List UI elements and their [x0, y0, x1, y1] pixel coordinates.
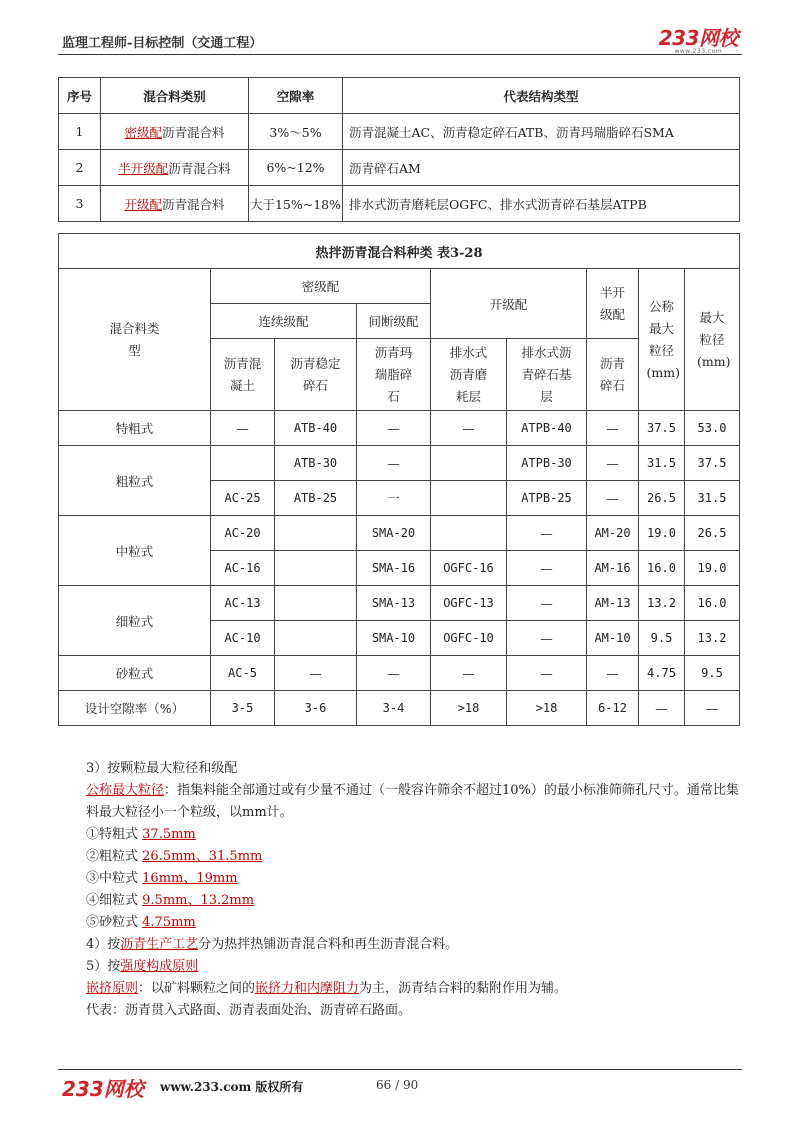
mix-type-name: 砂粒式 [59, 656, 211, 691]
table-cell: 31.5 [685, 481, 740, 516]
table-row [59, 691, 740, 726]
table-cell: — [275, 656, 357, 691]
structure-types: 排水式沥青磨耗层OGFC、排水式沥青碎石基层ATPB [343, 186, 740, 222]
gap-graded-header: 间断级配 [357, 304, 431, 339]
section-4 [86, 934, 458, 956]
category-keyword: 开级配 [124, 196, 162, 212]
table-cell: — [507, 656, 587, 691]
table-cell: ATPB-40 [507, 411, 587, 446]
size-label: ④细粒式 [86, 893, 139, 908]
table-cell: 19.0 [685, 551, 740, 586]
sub-header-cell [431, 339, 507, 411]
table-cell: 一 [357, 481, 431, 516]
hot-mix-asphalt-table [58, 233, 740, 726]
table-caption: 热拌沥青混合料种类 表3-28 [59, 234, 740, 269]
size-value: 26.5mm、31.5mm [142, 849, 263, 864]
table-cell: — [587, 481, 639, 516]
term-interlock: 嵌挤原则 [86, 981, 139, 996]
table-cell: ATPB-30 [507, 446, 587, 481]
mix-type-name: 特粗式 [59, 411, 211, 446]
table-cell: OGFC-13 [431, 586, 507, 621]
term-nominal-size: 公称最大粒径 [86, 783, 165, 798]
table-cell: OGFC-10 [431, 621, 507, 656]
table-cell: — [211, 411, 275, 446]
table-cell: — [507, 516, 587, 551]
header-divider [58, 54, 742, 55]
section-5-prefix: 5）按 [86, 959, 121, 974]
table-row [59, 150, 740, 186]
table-cell: — [431, 656, 507, 691]
table-cell: ATPB-25 [507, 481, 587, 516]
header-cell: 代表结构类型 [343, 78, 740, 114]
table-cell: AM-16 [587, 551, 639, 586]
size-value: 16mm、19mm [142, 871, 238, 886]
table-row [59, 516, 740, 551]
table-cell: 9.5 [639, 621, 685, 656]
footer-divider [58, 1069, 742, 1070]
table-cell: 3-6 [275, 691, 357, 726]
mix-type-label: 混合料类型 [109, 320, 160, 358]
size-value: 37.5mm [142, 827, 196, 842]
size-label: ⑤砂粒式 [86, 915, 139, 930]
table-cell: 13.2 [639, 586, 685, 621]
table-cell: — [431, 411, 507, 446]
table-cell: >18 [507, 691, 587, 726]
sub-header-label: 沥青碎石 [599, 355, 625, 393]
table-cell: 53.0 [685, 411, 740, 446]
representative-pavements: 代表：沥青贯入式路面、沥青表面处治、沥青碎石路面。 [86, 1003, 412, 1018]
nominal-size-definition [86, 780, 746, 824]
mix-type-name: 设计空隙率（%） [59, 691, 211, 726]
table-cell: — [587, 411, 639, 446]
sub-header-label: 沥青混凝土 [223, 355, 262, 393]
section-4-prefix: 4）按 [86, 937, 121, 952]
header-cell: 序号 [59, 78, 101, 114]
brand-logo [659, 22, 738, 55]
table-cell [431, 481, 507, 516]
table-cell: OGFC-16 [431, 551, 507, 586]
table-cell: 16.0 [685, 586, 740, 621]
dense-graded-header: 密级配 [211, 269, 431, 304]
sub-header-label: 排水式沥青磨耗层 [449, 344, 488, 404]
size-label: ③中粒式 [86, 871, 139, 886]
term-friction: 嵌挤力和内摩阻力 [255, 981, 360, 996]
table-cell: 4.75 [639, 656, 685, 691]
table-cell [431, 516, 507, 551]
nominal-size-header [639, 269, 685, 411]
size-value: 9.5mm、13.2mm [142, 893, 255, 908]
definition-text: ：指集料能全部通过或有少量不通过（一般容许筛余不超过10%）的最小标准筛筛孔尺寸。通常比集料最大粒径小一个粒级，以mm计。 [86, 783, 739, 820]
category-keyword: 半开级配 [118, 160, 169, 176]
logo-url: www.233.com [674, 48, 723, 55]
semi-open-header [587, 269, 639, 339]
category-keyword: 密级配 [124, 124, 162, 140]
structure-types: 沥青混凝土AC、沥青稳定碎石ATB、沥青玛瑞脂碎石SMA [343, 114, 740, 150]
table-cell [431, 446, 507, 481]
table-cell: 6-12 [587, 691, 639, 726]
table-cell [211, 446, 275, 481]
void-ratio: 大于15%~18% [249, 186, 343, 222]
table-cell: — [357, 656, 431, 691]
sub-header-label: 沥青玛瑞脂碎石 [374, 344, 413, 404]
interlock-text-1: ：以矿料颗粒之间的 [138, 981, 256, 996]
document-header-title: 监理工程师-目标控制（交通工程） [62, 36, 263, 51]
table-cell: AC-5 [211, 656, 275, 691]
table-cell: 37.5 [685, 446, 740, 481]
nominal-size-label: 公称最大粒径(mm) [646, 298, 680, 380]
section-3-heading: 3）按颗粒最大粒径和级配 [86, 761, 238, 776]
sub-header-cell [357, 339, 431, 411]
sub-header-label: 沥青稳定碎石 [290, 355, 341, 393]
sub-header-cell [275, 339, 357, 411]
table-cell: >18 [431, 691, 507, 726]
size-list-item [86, 846, 262, 868]
table-cell: AC-25 [211, 481, 275, 516]
table-cell: AC-10 [211, 621, 275, 656]
size-label: ②粗粒式 [86, 849, 139, 864]
mix-type-header [59, 269, 211, 411]
size-label: ①特粗式 [86, 827, 139, 842]
table-cell: — [587, 446, 639, 481]
sub-header-cell [507, 339, 587, 411]
table-cell: SMA-20 [357, 516, 431, 551]
void-ratio: 6%~12% [249, 150, 343, 186]
size-list-item [86, 868, 238, 890]
category-suffix: 沥青混合料 [168, 160, 231, 176]
table-row [59, 186, 740, 222]
table-cell: — [639, 691, 685, 726]
table-cell: 19.0 [639, 516, 685, 551]
table-cell: AM-20 [587, 516, 639, 551]
table-cell: 37.5 [639, 411, 685, 446]
table-cell: — [507, 551, 587, 586]
mix-type-name: 细粒式 [59, 586, 211, 656]
table-cell [275, 586, 357, 621]
table-cell: — [587, 656, 639, 691]
term-production-process: 沥青生产工艺 [120, 937, 199, 952]
mix-category [101, 150, 249, 186]
sub-header-label: 排水式沥青碎石基层 [521, 344, 572, 404]
table-cell: SMA-16 [357, 551, 431, 586]
row-number: 2 [59, 150, 101, 186]
max-size-label: 最大粒径(mm) [697, 309, 731, 369]
table-cell: 3-5 [211, 691, 275, 726]
table-row [59, 411, 740, 446]
mix-category [101, 114, 249, 150]
interlock-text-2: 为主，沥青结合料的黏附作用为辅。 [359, 981, 568, 996]
table-cell: SMA-13 [357, 586, 431, 621]
continuous-graded-header: 连续级配 [211, 304, 357, 339]
page-number: 66 / 90 [376, 1078, 419, 1092]
structure-types: 沥青碎石AM [343, 150, 740, 186]
semi-open-label: 半开级配 [599, 284, 625, 322]
table-cell: AC-13 [211, 586, 275, 621]
table-cell: ATB-25 [275, 481, 357, 516]
sub-header-cell [211, 339, 275, 411]
header-cell: 空隙率 [249, 78, 343, 114]
table-cell: — [685, 691, 740, 726]
row-number: 1 [59, 114, 101, 150]
max-size-header [685, 269, 740, 411]
table-body [59, 411, 740, 726]
table-cell: 16.0 [639, 551, 685, 586]
mix-category-table [58, 77, 740, 222]
table-header-row [59, 78, 740, 114]
category-suffix: 沥青混合料 [162, 124, 225, 140]
category-suffix: 沥青混合料 [162, 196, 225, 212]
term-strength-principle: 强度构成原则 [120, 959, 199, 974]
table-cell: 31.5 [639, 446, 685, 481]
header-cell: 混合料类别 [101, 78, 249, 114]
table-cell: — [507, 586, 587, 621]
mix-category [101, 186, 249, 222]
table-cell [275, 516, 357, 551]
size-value: 4.75mm [142, 915, 196, 930]
table-cell: — [357, 446, 431, 481]
size-list-item [86, 912, 196, 934]
table-cell: ATB-30 [275, 446, 357, 481]
table-cell: AM-13 [587, 586, 639, 621]
footer-copyright: www.233.com 版权所有 [160, 1080, 304, 1094]
size-list-item [86, 890, 254, 912]
table-cell [275, 551, 357, 586]
section-5 [86, 956, 198, 978]
table-cell: SMA-10 [357, 621, 431, 656]
size-list-item [86, 824, 196, 846]
footer-logo: 233网校 [62, 1077, 144, 1101]
open-graded-header: 开级配 [431, 269, 587, 339]
void-ratio: 3%～5% [249, 114, 343, 150]
row-number: 3 [59, 186, 101, 222]
sub-header-cell [587, 339, 639, 411]
table-cell: ATB-40 [275, 411, 357, 446]
table-cell: 13.2 [685, 621, 740, 656]
table-cell [275, 621, 357, 656]
mix-type-name: 粗粒式 [59, 446, 211, 516]
table-row [59, 114, 740, 150]
table-cell: 26.5 [639, 481, 685, 516]
mix-type-name: 中粒式 [59, 516, 211, 586]
table-cell: — [507, 621, 587, 656]
table-cell: AC-20 [211, 516, 275, 551]
table-row [59, 656, 740, 691]
table-row [59, 446, 740, 481]
section-4-text: 分为热拌热铺沥青混合料和再生沥青混合料。 [198, 937, 459, 952]
table-cell: 3-4 [357, 691, 431, 726]
table-cell: 9.5 [685, 656, 740, 691]
table-cell: 26.5 [685, 516, 740, 551]
table-cell: AM-10 [587, 621, 639, 656]
interlock-principle [86, 978, 567, 1000]
logo-text: 233网校 [658, 26, 738, 50]
table-cell: — [357, 411, 431, 446]
table-cell: AC-16 [211, 551, 275, 586]
table-row [59, 586, 740, 621]
